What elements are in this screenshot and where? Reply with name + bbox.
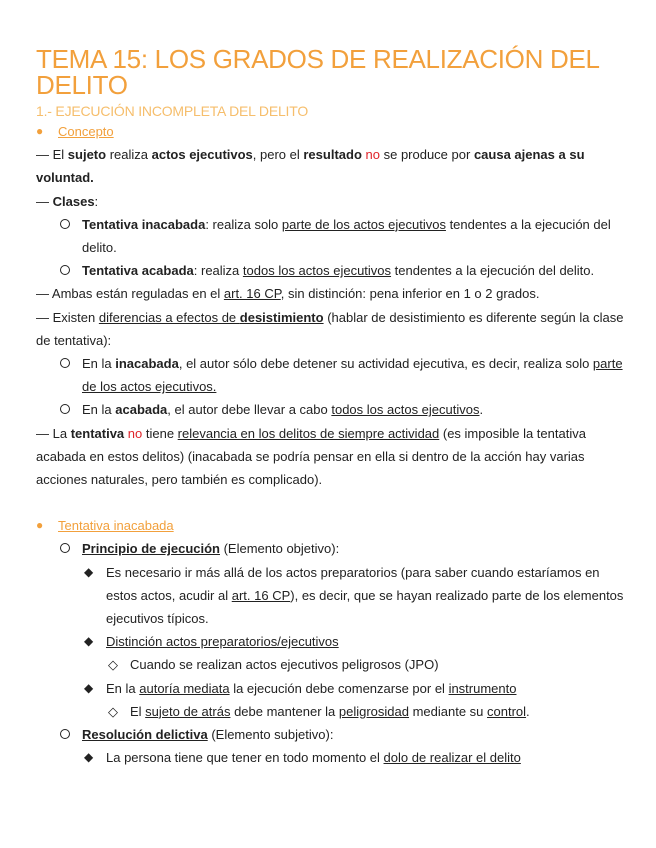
bullet-diamond-icon: ◆ xyxy=(84,634,94,649)
bullet-concepto xyxy=(36,120,626,143)
tentativa-inacabada-heading: Tentativa inacabada xyxy=(58,518,174,534)
list-item: ◆ La persona tiene que tener en todo momento el dolo de realizar el delito xyxy=(36,746,626,769)
list-item: Principio de ejecución (Elemento objetivo): xyxy=(36,537,626,560)
list-item: ◇ El sujeto de atrás debe mantener la peligrosidad mediante su control. xyxy=(36,700,626,723)
list-item: En la acabada, el autor debe llevar a cabo todos los actos ejecutivos. xyxy=(36,398,626,421)
list-item: En la inacabada, el autor sólo debe detener su actividad ejecutiva, es decir, realiza solo parte de los actos ejecutivos. xyxy=(36,352,626,398)
list-item: ◆ En la autoría mediata la ejecución debe comenzarse por el instrumento xyxy=(36,677,626,700)
ambas-line: — Ambas están reguladas en el art. 16 CP, sin distinción: pena inferior en 1 o 2 grados. xyxy=(36,286,540,302)
bullet-diamond-icon: ◆ xyxy=(84,564,94,579)
document-page xyxy=(36,46,626,769)
list-item: Tentativa inacabada: realiza solo parte de los actos ejecutivos tendentes a la ejecución del delito. xyxy=(36,213,626,259)
bullet-circle-icon xyxy=(60,358,70,368)
list-item: ◆ Es necesario ir más allá de los actos preparatorios (para saber cuando estaríamos en estos actos, acudir al art. 16 CP), es decir, que se hayan realizado parte de los elementos ejecutivos típicos. xyxy=(36,561,626,631)
bullet-circle-icon xyxy=(60,404,70,414)
bullet-circle-icon xyxy=(60,265,70,275)
concepto-heading: Concepto xyxy=(58,124,114,139)
tentativa-paragraph: — La tentativa no tiene relevancia en los delitos de siempre actividad (es imposible la tentativa acabada en estos delitos) (inacabada se podría pensar en ella si dentro de la acción hay varias acciones naturales, pero también es complicado). xyxy=(36,425,586,488)
list-item: ◇ Cuando se realizan actos ejecutivos peligrosos (JPO) xyxy=(36,653,626,676)
bullet-circle-icon xyxy=(60,219,70,229)
concepto-paragraph: — El sujeto realiza actos ejecutivos, pero el resultado no se produce por causa ajenas a su voluntad. xyxy=(36,147,585,186)
bullet-dot-icon: ● xyxy=(36,124,44,138)
bullet-tentativa-inacabada xyxy=(36,514,626,537)
list-item: Tentativa acabada: realiza todos los actos ejecutivos tendentes a la ejecución del delito. xyxy=(36,259,626,282)
existen-paragraph: — Existen diferencias a efectos de desistimiento (hablar de desistimiento es diferente según la clase de tentativa): xyxy=(36,309,624,348)
bullet-dot-icon: ● xyxy=(36,518,44,533)
bullet-diamond-icon: ◆ xyxy=(84,750,94,765)
clases-line: — Clases: xyxy=(36,193,99,209)
section-heading: 1.- EJECUCIÓN INCOMPLETA DEL DELITO xyxy=(36,103,309,119)
bullet-open-diamond-icon: ◇ xyxy=(108,657,118,673)
list-item: Resolución delictiva (Elemento subjetivo): xyxy=(36,723,626,746)
bullet-diamond-icon: ◆ xyxy=(84,680,94,695)
bullet-circle-icon xyxy=(60,729,70,739)
document-title: TEMA 15: LOS GRADOS DE REALIZACIÓN DEL DELITO xyxy=(36,44,599,100)
bullet-circle-icon xyxy=(60,543,70,553)
bullet-open-diamond-icon: ◇ xyxy=(108,703,118,719)
list-item: ◆ Distinción actos preparatorios/ejecutivos xyxy=(36,630,626,653)
